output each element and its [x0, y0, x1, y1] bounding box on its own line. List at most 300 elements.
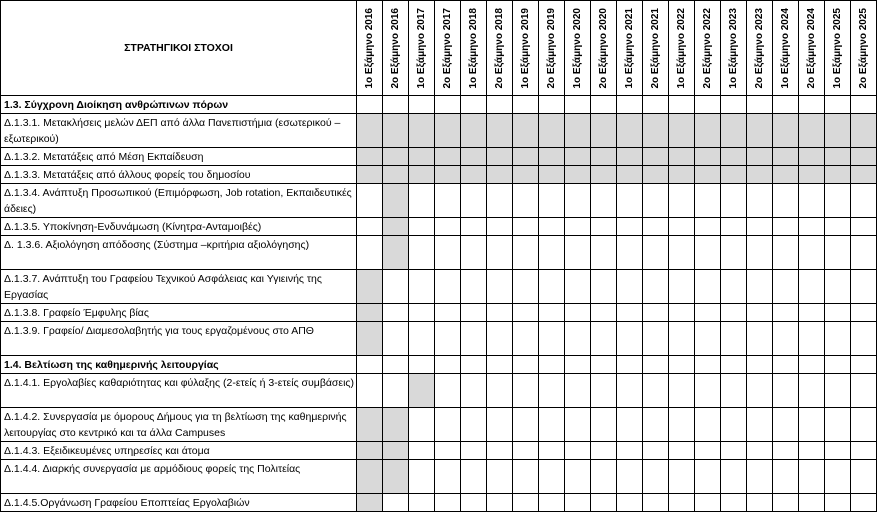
- empty-cell: [487, 356, 513, 374]
- empty-cell: [747, 408, 773, 442]
- empty-cell: [799, 270, 825, 304]
- task-row: [1, 442, 877, 460]
- empty-cell: [487, 304, 513, 322]
- empty-cell: [461, 96, 487, 114]
- scheduled-cell: [617, 166, 643, 184]
- empty-cell: [799, 494, 825, 512]
- scheduled-cell: [747, 148, 773, 166]
- empty-cell: [513, 442, 539, 460]
- semester-header-label: 2ο Εξάμηνο 2020: [598, 8, 609, 89]
- empty-cell: [669, 374, 695, 408]
- semester-header-label: 1ο Εξάμηνο 2017: [416, 8, 427, 89]
- scheduled-cell: [383, 114, 409, 148]
- scheduled-cell: [487, 114, 513, 148]
- empty-cell: [721, 218, 747, 236]
- semester-header: [695, 1, 721, 96]
- empty-cell: [669, 304, 695, 322]
- empty-cell: [643, 236, 669, 270]
- empty-cell: [435, 304, 461, 322]
- empty-cell: [695, 408, 721, 442]
- empty-cell: [851, 460, 877, 494]
- scheduled-cell: [357, 322, 383, 356]
- scheduled-cell: [513, 148, 539, 166]
- scheduled-cell: [357, 494, 383, 512]
- task-label: Δ.1.4.3. Εξειδικευμένες υπηρεσίες και άτομα: [1, 442, 357, 460]
- empty-cell: [773, 374, 799, 408]
- header-row: [1, 1, 877, 96]
- empty-cell: [461, 494, 487, 512]
- scheduled-cell: [747, 166, 773, 184]
- semester-header-label: 1ο Εξάμηνο 2020: [572, 8, 583, 89]
- empty-cell: [591, 374, 617, 408]
- empty-cell: [773, 494, 799, 512]
- empty-cell: [539, 408, 565, 442]
- semester-header-label: 2ο Εξάμηνο 2016: [390, 8, 401, 89]
- empty-cell: [383, 96, 409, 114]
- empty-cell: [721, 408, 747, 442]
- empty-cell: [461, 356, 487, 374]
- section-title: 1.4. Βελτίωση της καθημερινής λειτουργίας: [1, 356, 357, 374]
- empty-cell: [435, 494, 461, 512]
- empty-cell: [695, 184, 721, 218]
- scheduled-cell: [357, 148, 383, 166]
- scheduled-cell: [721, 148, 747, 166]
- empty-cell: [773, 356, 799, 374]
- scheduled-cell: [851, 166, 877, 184]
- empty-cell: [487, 494, 513, 512]
- semester-header: [487, 1, 513, 96]
- semester-header: [539, 1, 565, 96]
- empty-cell: [799, 96, 825, 114]
- empty-cell: [747, 460, 773, 494]
- empty-cell: [513, 304, 539, 322]
- empty-cell: [799, 460, 825, 494]
- empty-cell: [747, 270, 773, 304]
- empty-cell: [851, 356, 877, 374]
- empty-cell: [643, 356, 669, 374]
- scheduled-cell: [383, 218, 409, 236]
- empty-cell: [591, 236, 617, 270]
- empty-cell: [851, 96, 877, 114]
- empty-cell: [383, 494, 409, 512]
- scheduled-cell: [409, 166, 435, 184]
- empty-cell: [851, 408, 877, 442]
- empty-cell: [409, 96, 435, 114]
- empty-cell: [591, 460, 617, 494]
- empty-cell: [825, 442, 851, 460]
- empty-cell: [773, 236, 799, 270]
- scheduled-cell: [773, 114, 799, 148]
- empty-cell: [461, 442, 487, 460]
- empty-cell: [773, 408, 799, 442]
- empty-cell: [357, 236, 383, 270]
- empty-cell: [539, 270, 565, 304]
- empty-cell: [487, 460, 513, 494]
- empty-cell: [383, 356, 409, 374]
- empty-cell: [799, 442, 825, 460]
- empty-cell: [617, 270, 643, 304]
- empty-cell: [695, 96, 721, 114]
- empty-cell: [773, 96, 799, 114]
- empty-cell: [643, 442, 669, 460]
- task-label: Δ.1.3.7. Ανάπτυξη του Γραφείου Τεχνικού Ασφάλειας και Υγιεινής της Εργασίας: [1, 270, 357, 304]
- scheduled-cell: [851, 148, 877, 166]
- empty-cell: [461, 322, 487, 356]
- empty-cell: [565, 322, 591, 356]
- empty-cell: [825, 356, 851, 374]
- empty-cell: [435, 442, 461, 460]
- semester-header-label: 2ο Εξάμηνο 2017: [442, 8, 453, 89]
- scheduled-cell: [591, 166, 617, 184]
- empty-cell: [799, 322, 825, 356]
- empty-cell: [643, 270, 669, 304]
- empty-cell: [773, 460, 799, 494]
- scheduled-cell: [409, 148, 435, 166]
- empty-cell: [669, 322, 695, 356]
- empty-cell: [695, 304, 721, 322]
- semester-header: [773, 1, 799, 96]
- semester-header: [851, 1, 877, 96]
- empty-cell: [851, 184, 877, 218]
- empty-cell: [747, 356, 773, 374]
- empty-cell: [513, 184, 539, 218]
- task-row: [1, 218, 877, 236]
- empty-cell: [773, 322, 799, 356]
- section-title: 1.3. Σύγχρονη Διοίκηση ανθρώπινων πόρων: [1, 96, 357, 114]
- scheduled-cell: [539, 166, 565, 184]
- empty-cell: [565, 218, 591, 236]
- empty-cell: [747, 218, 773, 236]
- scheduled-cell: [565, 114, 591, 148]
- scheduled-cell: [617, 114, 643, 148]
- semester-header-label: 1ο Εξάμηνο 2024: [780, 8, 791, 89]
- empty-cell: [513, 408, 539, 442]
- task-row: [1, 270, 877, 304]
- semester-header: [617, 1, 643, 96]
- empty-cell: [591, 408, 617, 442]
- semester-header: [799, 1, 825, 96]
- empty-cell: [487, 236, 513, 270]
- empty-cell: [409, 218, 435, 236]
- empty-cell: [825, 236, 851, 270]
- scheduled-cell: [461, 148, 487, 166]
- empty-cell: [747, 96, 773, 114]
- scheduled-cell: [825, 114, 851, 148]
- empty-cell: [357, 374, 383, 408]
- empty-cell: [435, 460, 461, 494]
- empty-cell: [617, 460, 643, 494]
- empty-cell: [435, 356, 461, 374]
- empty-cell: [695, 374, 721, 408]
- semester-header: [383, 1, 409, 96]
- empty-cell: [825, 218, 851, 236]
- task-row: [1, 184, 877, 218]
- scheduled-cell: [669, 114, 695, 148]
- empty-cell: [669, 494, 695, 512]
- empty-cell: [383, 322, 409, 356]
- empty-cell: [435, 184, 461, 218]
- empty-cell: [747, 442, 773, 460]
- empty-cell: [643, 322, 669, 356]
- scheduled-cell: [513, 166, 539, 184]
- empty-cell: [799, 218, 825, 236]
- empty-cell: [721, 184, 747, 218]
- empty-cell: [695, 494, 721, 512]
- empty-cell: [461, 460, 487, 494]
- semester-header: [565, 1, 591, 96]
- empty-cell: [825, 460, 851, 494]
- empty-cell: [825, 184, 851, 218]
- empty-cell: [617, 184, 643, 218]
- empty-cell: [565, 236, 591, 270]
- empty-cell: [669, 96, 695, 114]
- empty-cell: [851, 374, 877, 408]
- empty-cell: [695, 460, 721, 494]
- empty-cell: [799, 408, 825, 442]
- scheduled-cell: [435, 148, 461, 166]
- scheduled-cell: [591, 148, 617, 166]
- semester-header-label: 1ο Εξάμηνο 2021: [624, 8, 635, 89]
- semester-header: [409, 1, 435, 96]
- empty-cell: [539, 460, 565, 494]
- empty-cell: [409, 270, 435, 304]
- empty-cell: [409, 442, 435, 460]
- empty-cell: [487, 184, 513, 218]
- empty-cell: [851, 236, 877, 270]
- scheduled-cell: [643, 114, 669, 148]
- scheduled-cell: [773, 166, 799, 184]
- empty-cell: [747, 374, 773, 408]
- task-label: Δ.1.3.9. Γραφείο/ Διαμεσολαβητής για τους εργαζομένους στο ΑΠΘ: [1, 322, 357, 356]
- scheduled-cell: [383, 166, 409, 184]
- empty-cell: [565, 184, 591, 218]
- empty-cell: [357, 218, 383, 236]
- empty-cell: [825, 494, 851, 512]
- empty-cell: [487, 270, 513, 304]
- empty-cell: [773, 270, 799, 304]
- empty-cell: [435, 374, 461, 408]
- semester-header: [357, 1, 383, 96]
- empty-cell: [539, 96, 565, 114]
- empty-cell: [565, 442, 591, 460]
- empty-cell: [591, 184, 617, 218]
- scheduled-cell: [383, 460, 409, 494]
- empty-cell: [799, 304, 825, 322]
- empty-cell: [513, 356, 539, 374]
- empty-cell: [617, 322, 643, 356]
- scheduled-cell: [669, 166, 695, 184]
- empty-cell: [669, 442, 695, 460]
- empty-cell: [825, 374, 851, 408]
- empty-cell: [513, 218, 539, 236]
- empty-cell: [461, 218, 487, 236]
- semester-header: [435, 1, 461, 96]
- empty-cell: [435, 322, 461, 356]
- empty-cell: [825, 270, 851, 304]
- task-label: Δ.1.3.3. Μετατάξεις από άλλους φορείς του δημοσίου: [1, 166, 357, 184]
- scheduled-cell: [565, 166, 591, 184]
- empty-cell: [487, 442, 513, 460]
- task-label: Δ.1.4.5.Οργάνωση Γραφείου Εποπτείας Εργολαβιών: [1, 494, 357, 512]
- empty-cell: [487, 322, 513, 356]
- empty-cell: [773, 304, 799, 322]
- empty-cell: [591, 494, 617, 512]
- task-row: [1, 166, 877, 184]
- empty-cell: [539, 322, 565, 356]
- empty-cell: [565, 494, 591, 512]
- semester-header: [591, 1, 617, 96]
- table-body: [1, 96, 877, 512]
- scheduled-cell: [695, 148, 721, 166]
- empty-cell: [591, 356, 617, 374]
- empty-cell: [461, 236, 487, 270]
- empty-cell: [435, 218, 461, 236]
- empty-cell: [409, 236, 435, 270]
- empty-cell: [591, 442, 617, 460]
- empty-cell: [643, 218, 669, 236]
- scheduled-cell: [383, 236, 409, 270]
- semester-header: [825, 1, 851, 96]
- task-label: Δ.1.3.2. Μετατάξεις από Μέση Εκπαίδευση: [1, 148, 357, 166]
- scheduled-cell: [409, 374, 435, 408]
- scheduled-cell: [383, 408, 409, 442]
- empty-cell: [643, 304, 669, 322]
- empty-cell: [435, 96, 461, 114]
- empty-cell: [721, 356, 747, 374]
- empty-cell: [539, 356, 565, 374]
- empty-cell: [695, 356, 721, 374]
- empty-cell: [591, 270, 617, 304]
- scheduled-cell: [773, 148, 799, 166]
- empty-cell: [669, 236, 695, 270]
- scheduled-cell: [357, 442, 383, 460]
- empty-cell: [695, 218, 721, 236]
- goals-column-header: ΣΤΡΑΤΗΓΙΚΟΙ ΣΤΟΧΟΙ: [1, 1, 357, 96]
- empty-cell: [487, 96, 513, 114]
- empty-cell: [747, 304, 773, 322]
- task-row: [1, 494, 877, 512]
- empty-cell: [799, 356, 825, 374]
- task-row: [1, 148, 877, 166]
- semester-header: [747, 1, 773, 96]
- scheduled-cell: [799, 166, 825, 184]
- empty-cell: [617, 494, 643, 512]
- empty-cell: [617, 218, 643, 236]
- semester-header: [461, 1, 487, 96]
- empty-cell: [409, 356, 435, 374]
- empty-cell: [383, 374, 409, 408]
- empty-cell: [383, 304, 409, 322]
- semester-header: [513, 1, 539, 96]
- scheduled-cell: [539, 148, 565, 166]
- empty-cell: [435, 270, 461, 304]
- empty-cell: [747, 184, 773, 218]
- empty-cell: [747, 236, 773, 270]
- empty-cell: [773, 442, 799, 460]
- semester-header-label: 2ο Εξάμηνο 2025: [858, 8, 869, 89]
- empty-cell: [461, 408, 487, 442]
- empty-cell: [461, 374, 487, 408]
- empty-cell: [669, 218, 695, 236]
- empty-cell: [617, 304, 643, 322]
- empty-cell: [721, 236, 747, 270]
- task-row: [1, 374, 877, 408]
- empty-cell: [617, 236, 643, 270]
- empty-cell: [513, 460, 539, 494]
- task-label: Δ.1.3.5. Υποκίνηση-Ενδυνάμωση (Κίνητρα-Ανταμοιβές): [1, 218, 357, 236]
- empty-cell: [513, 494, 539, 512]
- empty-cell: [799, 236, 825, 270]
- empty-cell: [565, 408, 591, 442]
- empty-cell: [695, 322, 721, 356]
- scheduled-cell: [565, 148, 591, 166]
- empty-cell: [643, 408, 669, 442]
- scheduled-cell: [357, 166, 383, 184]
- empty-cell: [539, 374, 565, 408]
- section-row: [1, 356, 877, 374]
- task-label: Δ.1.4.1. Εργολαβίες καθαριότητας και φύλαξης (2-ετείς ή 3-ετείς συμβάσεις): [1, 374, 357, 408]
- scheduled-cell: [461, 114, 487, 148]
- semester-header-label: 2ο Εξάμηνο 2018: [494, 8, 505, 89]
- empty-cell: [461, 184, 487, 218]
- empty-cell: [617, 408, 643, 442]
- empty-cell: [591, 96, 617, 114]
- scheduled-cell: [799, 148, 825, 166]
- semester-header-label: 2ο Εξάμηνο 2019: [546, 8, 557, 89]
- empty-cell: [695, 442, 721, 460]
- scheduled-cell: [357, 408, 383, 442]
- empty-cell: [565, 374, 591, 408]
- empty-cell: [669, 408, 695, 442]
- scheduled-cell: [461, 166, 487, 184]
- empty-cell: [513, 236, 539, 270]
- empty-cell: [539, 218, 565, 236]
- empty-cell: [357, 356, 383, 374]
- empty-cell: [695, 270, 721, 304]
- scheduled-cell: [383, 148, 409, 166]
- scheduled-cell: [383, 442, 409, 460]
- scheduled-cell: [799, 114, 825, 148]
- empty-cell: [851, 322, 877, 356]
- empty-cell: [669, 460, 695, 494]
- section-row: [1, 96, 877, 114]
- empty-cell: [539, 494, 565, 512]
- empty-cell: [643, 96, 669, 114]
- semester-header-label: 1ο Εξάμηνο 2023: [728, 8, 739, 89]
- semester-header-label: 1ο Εξάμηνο 2025: [832, 8, 843, 89]
- semester-header-label: 1ο Εξάμηνο 2016: [364, 8, 375, 89]
- empty-cell: [799, 184, 825, 218]
- empty-cell: [721, 304, 747, 322]
- scheduled-cell: [487, 166, 513, 184]
- scheduled-cell: [721, 166, 747, 184]
- scheduled-cell: [825, 148, 851, 166]
- scheduled-cell: [513, 114, 539, 148]
- empty-cell: [357, 96, 383, 114]
- empty-cell: [825, 322, 851, 356]
- empty-cell: [435, 408, 461, 442]
- empty-cell: [409, 494, 435, 512]
- empty-cell: [591, 304, 617, 322]
- empty-cell: [513, 270, 539, 304]
- empty-cell: [721, 270, 747, 304]
- empty-cell: [851, 218, 877, 236]
- empty-cell: [695, 236, 721, 270]
- empty-cell: [565, 270, 591, 304]
- empty-cell: [539, 184, 565, 218]
- empty-cell: [747, 494, 773, 512]
- empty-cell: [487, 374, 513, 408]
